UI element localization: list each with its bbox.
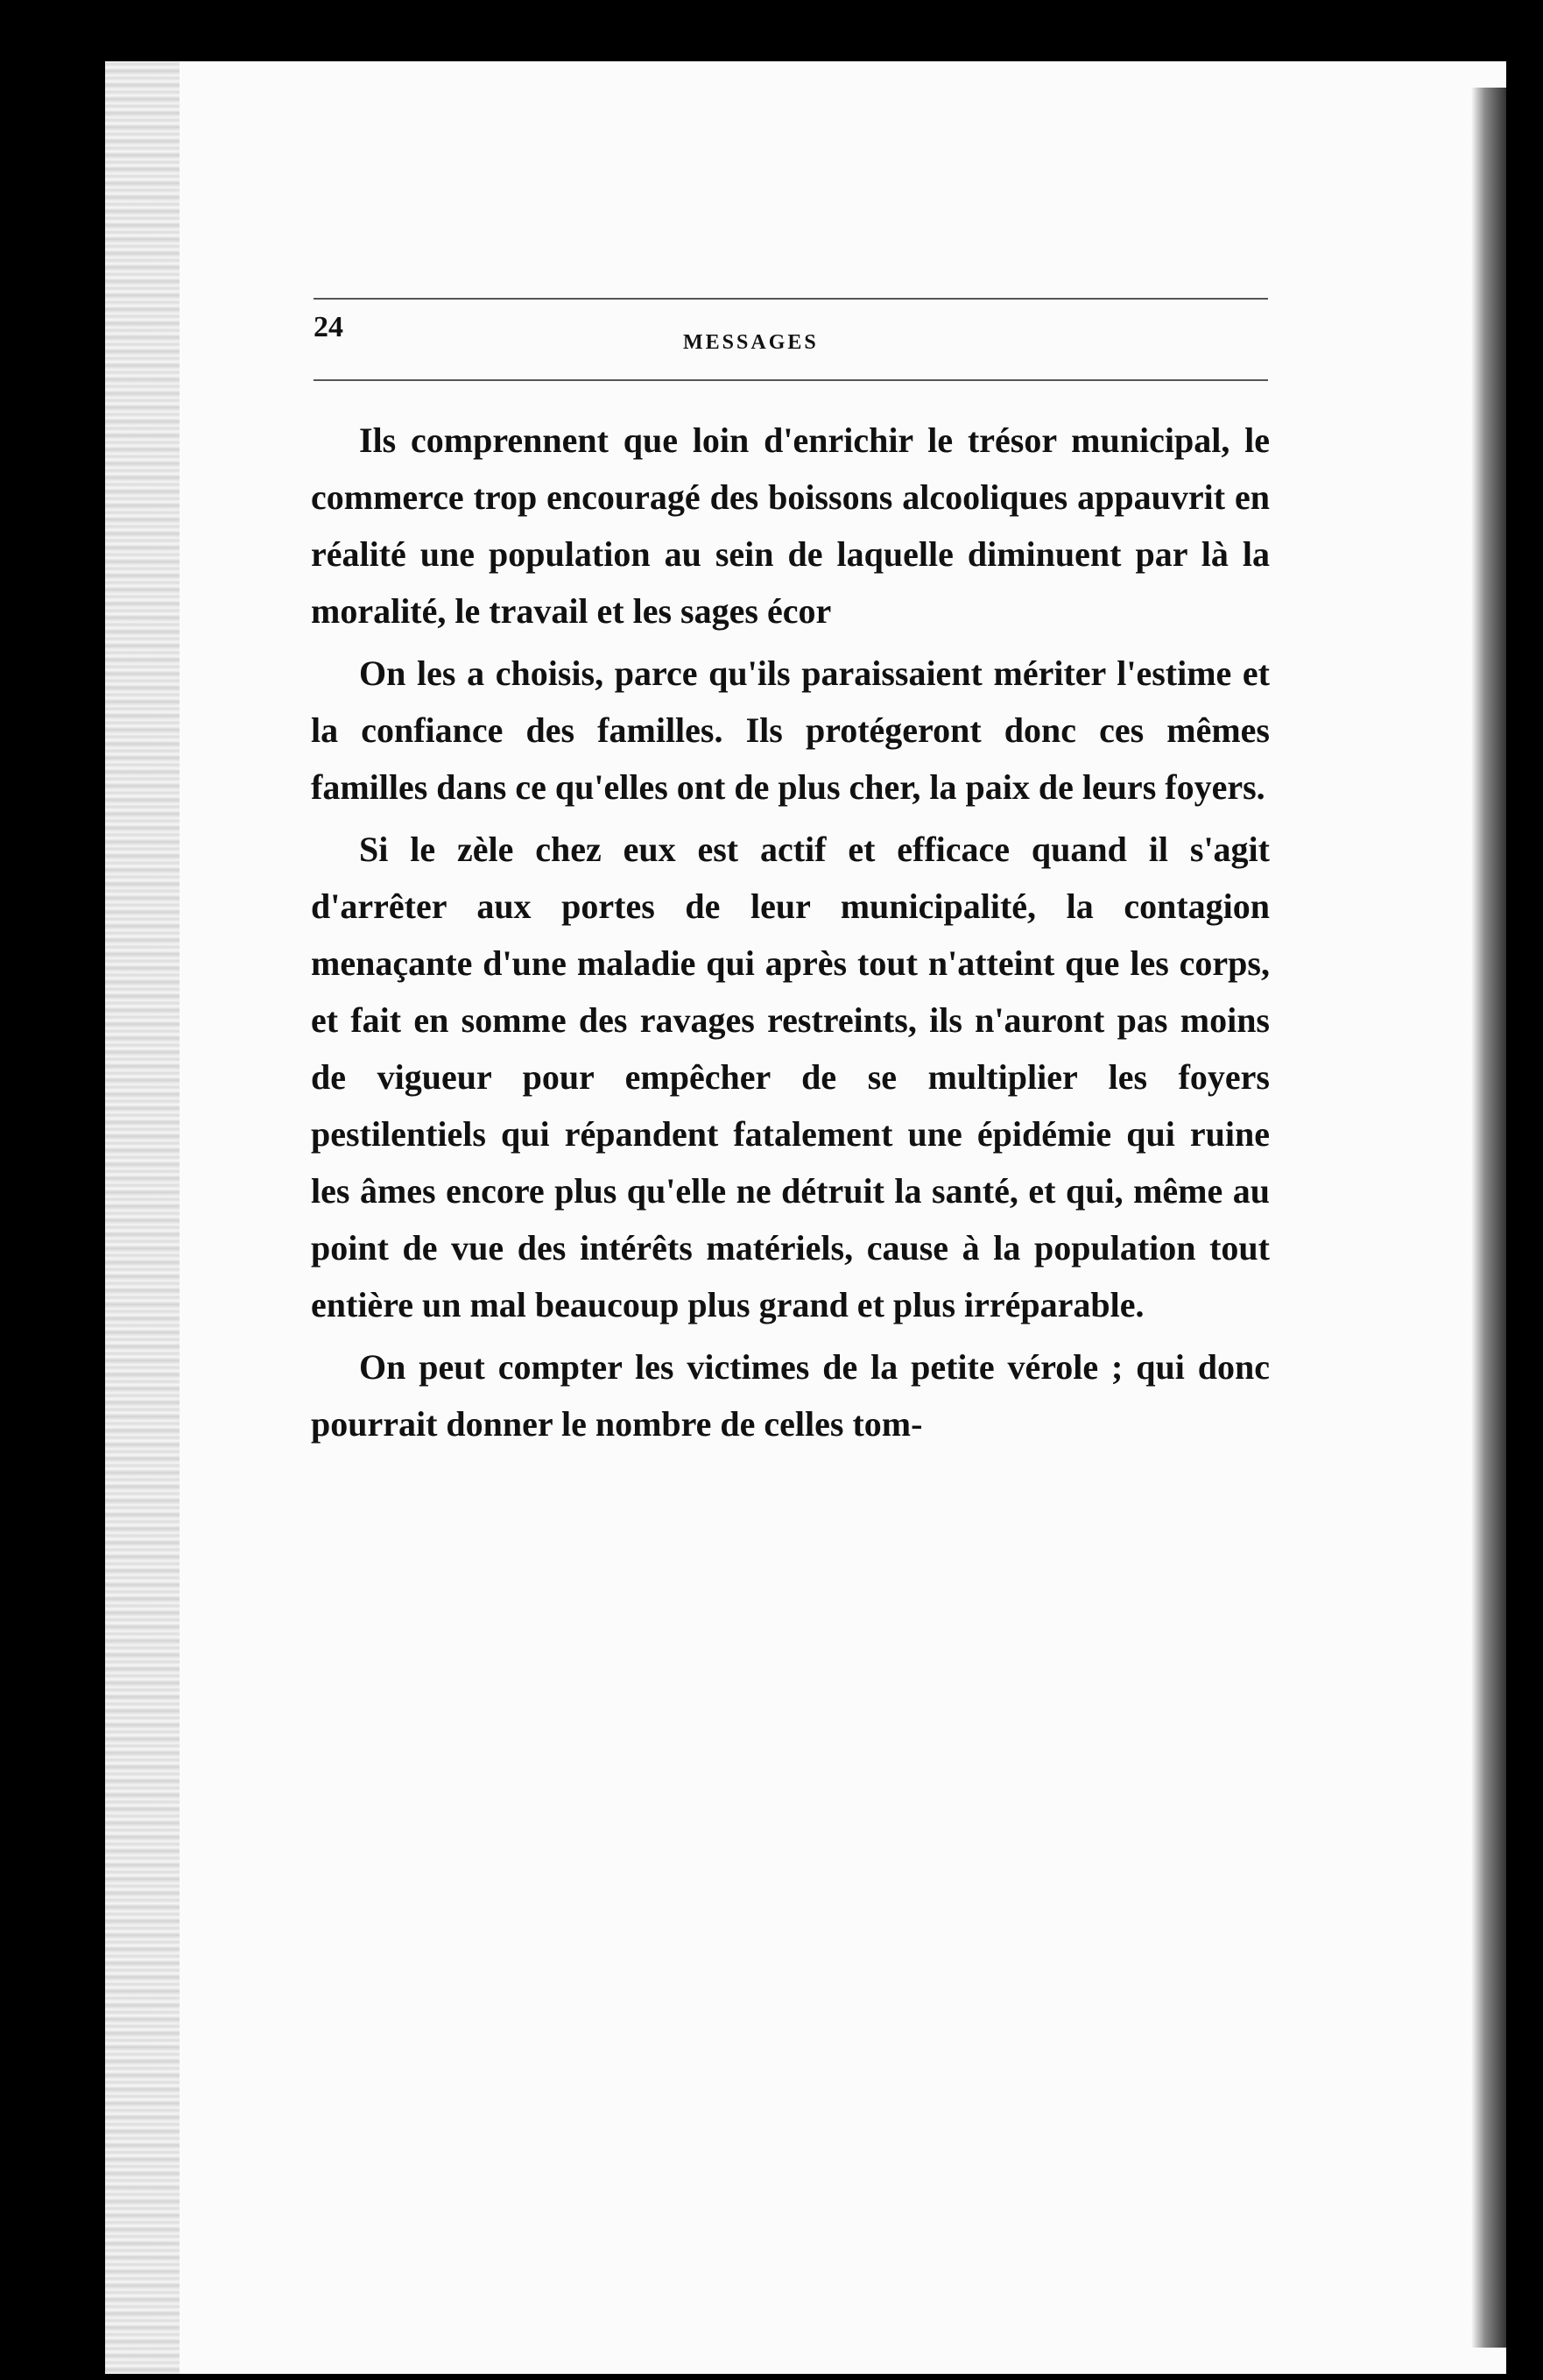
paragraph: Ils comprennent que loin d'enrichir le trésor municipal, le commerce trop encouragé des boissons alcooliques appauvrit en réalité une population au sein de laquelle diminuent par là la moralité, le travail et les sages écor xyxy=(311,420,1270,631)
paragraph: On peut compter les victimes de la petite vérole ; qui donc pourrait donner le nombre de celles tom- xyxy=(311,1347,1270,1444)
header-bottom-rule xyxy=(314,379,1268,381)
header-top-rule xyxy=(314,298,1268,300)
running-title: MESSAGES xyxy=(683,331,819,354)
page-gutter-edge xyxy=(105,61,180,2374)
page-right-edge xyxy=(1471,88,1506,2348)
body-text xyxy=(311,412,1270,1458)
paragraph: On les a choisis, parce qu'ils paraissaient mériter l'estime et la confiance des familles. Ils protégeront donc ces mêmes familles dans ce qu'elles ont de plus cher, la paix de leurs foyers. xyxy=(311,653,1270,807)
page-number: 24 xyxy=(314,311,343,343)
paragraph: Si le zèle chez eux est actif et efficace quand il s'agit d'arrêter aux portes de leur municipalité, la contagion menaçante d'une maladie qui après tout n'atteint que les corps, et fait en somme des ravages restreints, ils n'auront pas moins de vigueur pour empêcher de se multiplier les foyers pestilentiels qui répandent fatalement une épidémie qui ruine les âmes encore plus qu'elle ne détruit la santé, et qui, même au point de vue des intérêts matériels, cause à la population tout entière un mal beaucoup plus grand et plus irréparable. xyxy=(311,830,1270,1324)
